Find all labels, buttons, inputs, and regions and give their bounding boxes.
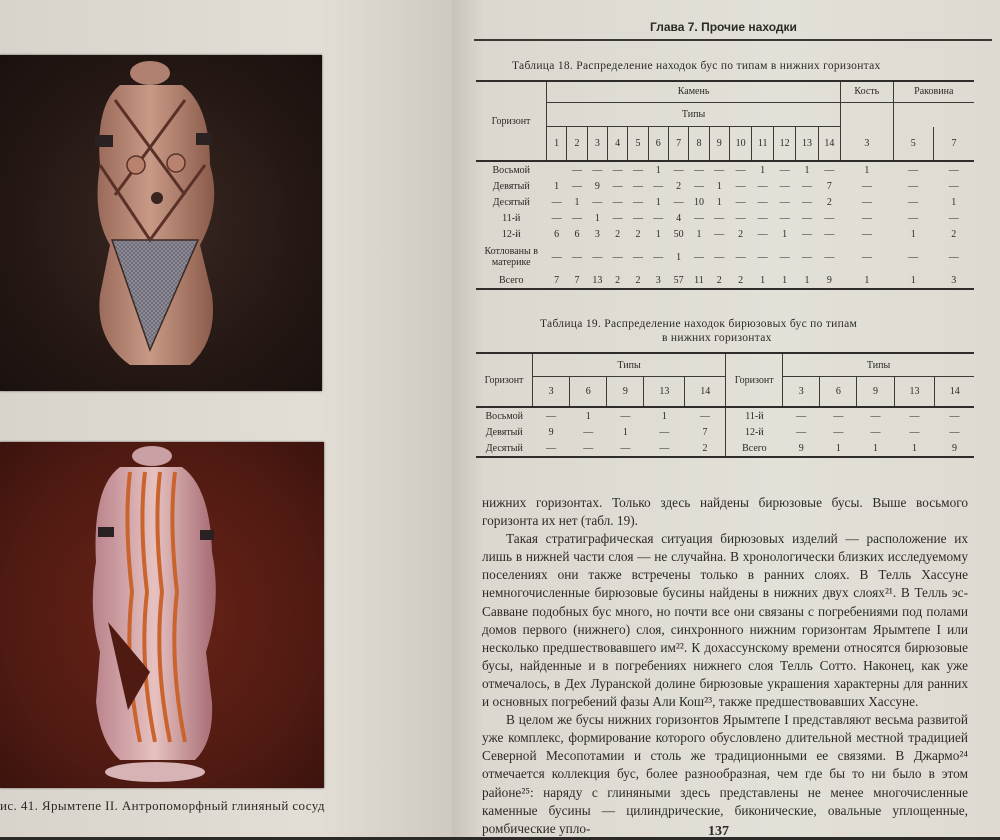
- table-cell: —: [571, 164, 582, 176]
- table18-type-column: 3: [587, 127, 607, 161]
- table-cell: —: [779, 164, 790, 176]
- table18-type-column: 9: [709, 127, 729, 161]
- table18-type-column: 5: [893, 127, 933, 161]
- body-text: [482, 494, 968, 838]
- table-row: [476, 272, 974, 289]
- table-cell: —: [757, 180, 768, 192]
- table-cell: 1: [585, 410, 591, 422]
- table-cell: —: [861, 251, 872, 263]
- header-rule: [474, 39, 992, 41]
- table19: [476, 352, 974, 458]
- table-cell: 4: [676, 212, 682, 224]
- table-cell: —: [735, 180, 746, 192]
- table-cell: —: [802, 180, 813, 192]
- row-label: Девятый: [485, 426, 523, 438]
- figure-caption: ис. 41. Ярымтепе II. Антропоморфный глиняный сосуд: [0, 798, 325, 813]
- table-row: [476, 178, 974, 194]
- table-cell: —: [833, 410, 844, 422]
- table-cell: 1: [835, 442, 841, 454]
- table-cell: —: [571, 251, 582, 263]
- table-cell: —: [735, 164, 746, 176]
- table19-types-header-right: Типы: [783, 353, 974, 377]
- paragraph: нижних горизонтах. Только здесь найдены бирюзовые бусы. Выше восьмого горизонта их нет (табл. 19).: [482, 495, 968, 529]
- table-cell: 1: [951, 196, 957, 208]
- table-cell: 2: [615, 228, 621, 240]
- table-cell: —: [714, 164, 725, 176]
- table-cell: —: [833, 426, 844, 438]
- table19-title-line2: в нижних горизонтах: [662, 332, 772, 344]
- table-cell: —: [757, 212, 768, 224]
- table-cell: 9: [798, 442, 804, 454]
- table19-type-column: 14: [935, 377, 974, 407]
- table-cell: —: [779, 251, 790, 263]
- table-cell: —: [824, 164, 835, 176]
- table19-type-column: 3: [783, 377, 820, 407]
- table-cell: —: [735, 196, 746, 208]
- table18-group-stone: Камень: [547, 81, 841, 102]
- table-cell: 2: [635, 228, 641, 240]
- table18-bone-spacer: [841, 102, 893, 127]
- table-cell: —: [693, 212, 704, 224]
- table19-type-column: 6: [820, 377, 857, 407]
- row-label: 12-й: [726, 424, 783, 440]
- table-cell: 2: [951, 228, 957, 240]
- table-cell: —: [757, 251, 768, 263]
- table-cell: —: [592, 196, 603, 208]
- table-cell: —: [714, 251, 725, 263]
- table-cell: —: [802, 251, 813, 263]
- table-cell: —: [612, 251, 623, 263]
- table-cell: 1: [760, 164, 766, 176]
- row-label: 11-й: [726, 407, 783, 424]
- table-cell: —: [620, 410, 631, 422]
- table-cell: —: [714, 228, 725, 240]
- table19-horizon-header-left: Горизонт: [476, 353, 533, 407]
- table-cell: 1: [696, 228, 702, 240]
- table-cell: —: [861, 212, 872, 224]
- table19-type-column: 9: [857, 377, 894, 407]
- table-cell: —: [632, 180, 643, 192]
- table18-type-column: 2: [567, 127, 587, 161]
- table-cell: —: [948, 180, 959, 192]
- table-cell: 11: [694, 274, 704, 286]
- table-cell: —: [735, 212, 746, 224]
- table-cell: —: [870, 410, 881, 422]
- table-cell: 1: [804, 164, 810, 176]
- table-cell: 9: [951, 442, 957, 454]
- row-label: 11-й: [502, 212, 521, 224]
- table-cell: —: [779, 196, 790, 208]
- paragraph: В целом же бусы нижних горизонтов Ярымтепе I представляют весьма развитой уже комплекс, формирование которого обусловлено длительной местной традицией Северной Месопотамии и столь же традиционными ее связями. В Джармо²⁴ отмечается коллекция бус, более разнообразная, чем где бы то ни было в этом районе²⁵: наряду с глиняными здесь представлены не менее многочисленные каменные бусины — цилиндрические, биконические, овальные уплощенные, ромбические упло-: [482, 712, 968, 836]
- table-cell: —: [551, 196, 562, 208]
- page-number: 137: [708, 824, 729, 839]
- table-row: [476, 210, 974, 226]
- table-cell: —: [612, 180, 623, 192]
- table-cell: —: [870, 426, 881, 438]
- table-cell: —: [612, 164, 623, 176]
- row-label: Девятый: [492, 180, 530, 192]
- table-row: [476, 407, 974, 424]
- table-cell: —: [551, 251, 562, 263]
- table-cell: 1: [804, 274, 810, 286]
- table-cell: —: [757, 228, 768, 240]
- table19-type-column: 13: [894, 377, 935, 407]
- table-cell: —: [620, 442, 631, 454]
- row-label: Всего: [726, 440, 783, 457]
- table-cell: —: [699, 410, 710, 422]
- table18-type-column: 7: [668, 127, 688, 161]
- table-cell: 9: [594, 180, 600, 192]
- table-cell: —: [779, 212, 790, 224]
- table-cell: 50: [673, 228, 684, 240]
- table-cell: —: [693, 180, 704, 192]
- table-cell: 3: [951, 274, 957, 286]
- table-cell: —: [908, 251, 919, 263]
- table-cell: —: [693, 251, 704, 263]
- table-cell: —: [612, 196, 623, 208]
- table18-type-column: 4: [607, 127, 627, 161]
- table-cell: 3: [594, 228, 600, 240]
- table-cell: —: [861, 180, 872, 192]
- table-cell: —: [653, 180, 664, 192]
- table-cell: —: [735, 251, 746, 263]
- table-cell: —: [714, 212, 725, 224]
- table-cell: 1: [622, 426, 628, 438]
- table18-type-column: 13: [796, 127, 818, 161]
- table-cell: —: [824, 228, 835, 240]
- table19-type-column: 13: [644, 377, 685, 407]
- table-cell: —: [948, 212, 959, 224]
- photo-vessel-front: [0, 55, 322, 391]
- table-cell: 57: [673, 274, 684, 286]
- table-cell: —: [796, 426, 807, 438]
- vessel-back-illustration: [0, 442, 324, 788]
- table-cell: 1: [655, 164, 661, 176]
- table-cell: 10: [693, 196, 704, 208]
- table19-type-column: 9: [607, 377, 644, 407]
- table19-type-column: 14: [685, 377, 726, 407]
- table-cell: —: [948, 164, 959, 176]
- table-cell: 2: [615, 274, 621, 286]
- table18-type-column: 8: [689, 127, 709, 161]
- table18-type-column: 3: [841, 127, 893, 161]
- table18-horizon-header: Горизонт: [476, 81, 547, 161]
- table19-types-header-left: Типы: [533, 353, 726, 377]
- table-cell: 7: [574, 274, 580, 286]
- table18-type-column: 10: [729, 127, 751, 161]
- table18-group-bone: Кость: [841, 81, 893, 102]
- table-cell: 1: [554, 180, 560, 192]
- table-cell: —: [612, 212, 623, 224]
- table-cell: 6: [554, 228, 560, 240]
- table-cell: —: [909, 410, 920, 422]
- table-cell: —: [592, 251, 603, 263]
- table-cell: 1: [872, 442, 878, 454]
- table18-type-column: 1: [547, 127, 567, 161]
- table-cell: —: [693, 164, 704, 176]
- table-cell: 7: [826, 180, 832, 192]
- table-cell: —: [583, 426, 594, 438]
- table18-group-shell: Раковина: [893, 81, 974, 102]
- table-cell: —: [908, 212, 919, 224]
- table19-type-column: 6: [570, 377, 607, 407]
- table-cell: 1: [716, 196, 722, 208]
- table-cell: —: [571, 180, 582, 192]
- table-cell: 1: [911, 442, 917, 454]
- table-cell: 1: [676, 251, 682, 263]
- table-row: [476, 424, 974, 440]
- table-cell: [547, 161, 567, 178]
- table-cell: 1: [661, 410, 667, 422]
- table-cell: 2: [676, 180, 682, 192]
- row-label: 12-й: [501, 228, 521, 240]
- table-cell: 9: [826, 274, 832, 286]
- table-cell: —: [632, 196, 643, 208]
- table-cell: 1: [910, 228, 916, 240]
- table-cell: 2: [738, 228, 744, 240]
- table-row: [476, 161, 974, 178]
- table18-type-column: 7: [933, 127, 974, 161]
- table18-type-column: 11: [752, 127, 774, 161]
- table-cell: 1: [594, 212, 600, 224]
- table18-type-column: 5: [628, 127, 648, 161]
- table-cell: 9: [548, 426, 554, 438]
- left-page: [0, 0, 452, 837]
- table-cell: 2: [635, 274, 641, 286]
- table18-type-column: 6: [648, 127, 668, 161]
- table-cell: —: [583, 442, 594, 454]
- table-cell: 6: [574, 228, 580, 240]
- table-cell: 7: [554, 274, 560, 286]
- table-cell: —: [571, 212, 582, 224]
- table18-types-header: Типы: [547, 102, 841, 127]
- table-cell: 1: [760, 274, 766, 286]
- table-row: [476, 440, 974, 457]
- photo-vessel-back: [0, 442, 324, 788]
- table-row: [476, 194, 974, 210]
- table-cell: —: [653, 251, 664, 263]
- table-cell: —: [673, 164, 684, 176]
- table-cell: —: [824, 212, 835, 224]
- table18-type-column: 14: [818, 127, 840, 161]
- row-label: Восьмой: [492, 164, 531, 176]
- table-cell: —: [673, 196, 684, 208]
- table-cell: —: [909, 426, 920, 438]
- table-cell: —: [949, 426, 960, 438]
- table-cell: —: [546, 442, 557, 454]
- table-cell: —: [653, 212, 664, 224]
- table-cell: 1: [782, 274, 788, 286]
- table-cell: —: [757, 196, 768, 208]
- table18-type-column: 12: [773, 127, 795, 161]
- table-cell: —: [796, 410, 807, 422]
- table-cell: 1: [864, 164, 870, 176]
- table19-horizon-header-right: Горизонт: [726, 353, 783, 407]
- table18-shell-spacer: [893, 102, 974, 127]
- table-cell: —: [659, 426, 670, 438]
- table-cell: 13: [592, 274, 603, 286]
- table19-title-line1: Таблица 19. Распределение находок бирюзовых бус по типам: [540, 318, 858, 330]
- table-row: [476, 226, 974, 242]
- table-cell: —: [949, 410, 960, 422]
- table-cell: 3: [655, 274, 661, 286]
- paragraph: Такая стратиграфическая ситуация бирюзовых изделий — расположение их лишь в нижней части слоя — не случайна. В хронологически близких исследуемому поселениях они также встречены только в ранних слоях. В Телль Хассуне немногочисленные бирюзовые бусины найдены в нижних двух слоях²¹. В Телль эс-Савване подобных бус много, но почти все они связаны с погребениями под полами домов первого (нижнего) слоя, синхронного нижним горизонтам Ярымтепе I или несколько предшествовавшего им²². К дохассунскому времени относятся бирюзовые бусы, найденные и в погребениях нижнего слоя Телль Сотто. Наконец, как уже отмечалось, в Дех Луранской долине бирюзовые украшения характерны для ранних и основных погребений фазы Али Кош²³, также предшествовавших Хассуне.: [482, 531, 968, 710]
- table-cell: —: [824, 251, 835, 263]
- table-cell: —: [861, 228, 872, 240]
- table-cell: 1: [910, 274, 916, 286]
- table-cell: —: [546, 410, 557, 422]
- row-label: Десятый: [492, 196, 530, 208]
- table-cell: —: [802, 228, 813, 240]
- table-row: [476, 242, 974, 272]
- row-label: Десятый: [485, 442, 523, 454]
- row-label: Восьмой: [485, 410, 524, 422]
- table-cell: 2: [702, 442, 708, 454]
- row-label: Котлованы в материке: [484, 246, 538, 268]
- table-cell: 1: [574, 196, 580, 208]
- chapter-header: Глава 7. Прочие находки: [650, 20, 797, 34]
- table-cell: —: [551, 212, 562, 224]
- table-cell: 7: [702, 426, 708, 438]
- table-cell: —: [908, 196, 919, 208]
- table-cell: 1: [782, 228, 788, 240]
- table-cell: —: [632, 251, 643, 263]
- table-cell: —: [632, 212, 643, 224]
- table-cell: —: [592, 164, 603, 176]
- table-cell: 1: [716, 180, 722, 192]
- row-label: Всего: [498, 274, 524, 286]
- table-cell: 2: [716, 274, 722, 286]
- vessel-front-illustration: [0, 55, 322, 391]
- table-cell: —: [779, 180, 790, 192]
- table-cell: 2: [826, 196, 832, 208]
- table-cell: —: [659, 442, 670, 454]
- table-cell: —: [802, 212, 813, 224]
- table18: [476, 80, 974, 290]
- table-cell: —: [802, 196, 813, 208]
- table-cell: —: [632, 164, 643, 176]
- table-cell: —: [908, 180, 919, 192]
- table-cell: —: [948, 251, 959, 263]
- table-cell: 1: [655, 228, 661, 240]
- table-cell: 2: [738, 274, 744, 286]
- table-cell: —: [861, 196, 872, 208]
- table18-title: Таблица 18. Распределение находок бус по типам в нижних горизонтах: [512, 60, 881, 72]
- table19-type-column: 3: [533, 377, 570, 407]
- table-cell: 1: [655, 196, 661, 208]
- table-cell: —: [908, 164, 919, 176]
- table-cell: 1: [864, 274, 870, 286]
